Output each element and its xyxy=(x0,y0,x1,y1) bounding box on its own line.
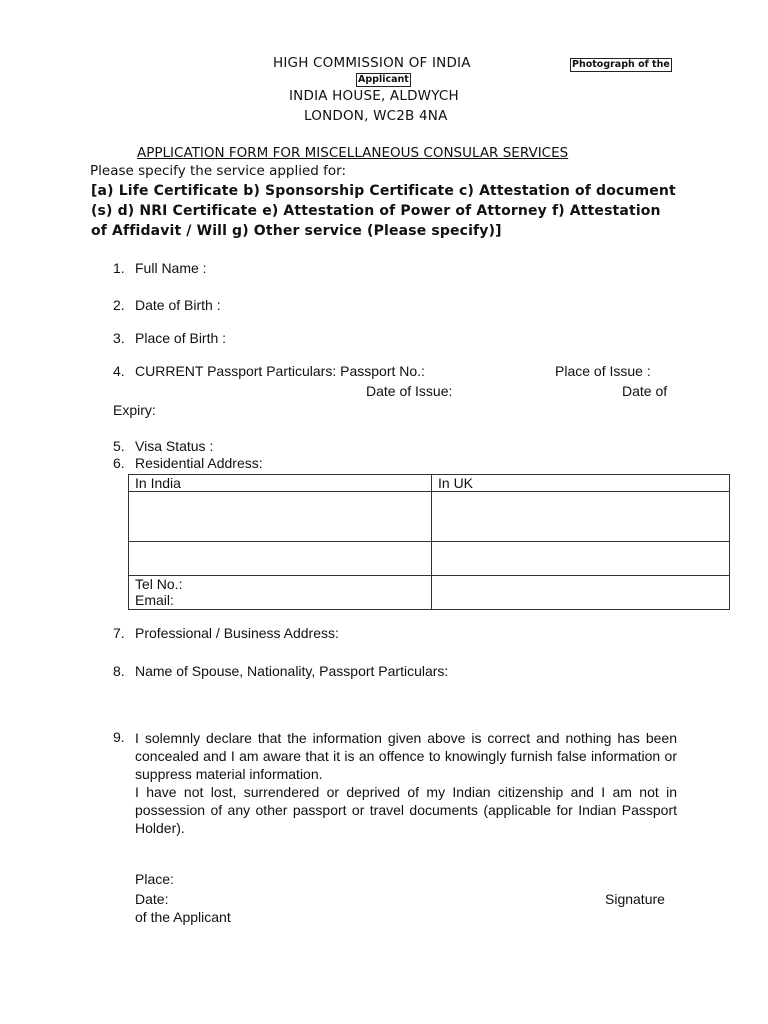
item-number-7: 7. xyxy=(113,625,125,641)
item-number-2: 2. xyxy=(113,297,125,313)
services-line-2: (s) d) NRI Certificate e) Attestation of Power of Attorney f) Attestation xyxy=(91,203,661,219)
form-intro: Please specify the service applied for: xyxy=(90,163,347,179)
item-number-5: 5. xyxy=(113,438,125,454)
date-label: Date: xyxy=(135,891,169,907)
item-number-3: 3. xyxy=(113,330,125,346)
visa-status-label: Visa Status : xyxy=(135,438,214,454)
signature-label: Signature xyxy=(605,891,665,907)
passport-label: CURRENT Passport Particulars: Passport No.: xyxy=(135,363,425,379)
full-name-label: Full Name : xyxy=(135,260,207,276)
address-line-1: INDIA HOUSE, ALDWYCH xyxy=(289,88,459,104)
photo-label-box-2: Applicant xyxy=(358,74,409,85)
uk-address-cell[interactable] xyxy=(432,492,730,542)
expiry-label: Expiry: xyxy=(113,402,156,418)
date-of-expiry-label: Date of xyxy=(622,383,668,399)
address-line-2: LONDON, WC2B 4NA xyxy=(304,108,448,124)
org-title: HIGH COMMISSION OF INDIA xyxy=(273,55,471,71)
services-line-3: of Affidavit / Will g) Other service (Please specify)] xyxy=(91,223,502,239)
item-number-1: 1. xyxy=(113,260,125,276)
col-header-uk: In UK xyxy=(432,475,730,492)
email-label: Email: xyxy=(135,592,174,608)
date-of-issue-label: Date of Issue: xyxy=(366,383,453,399)
place-label: Place: xyxy=(135,871,174,887)
item-number-4: 4. xyxy=(113,363,125,379)
declaration-para-1: I solemnly declare that the information given above is correct and nothing has been concealed and I am aware that it is an offence to knowingly furnish false information or suppress material information. xyxy=(135,730,677,782)
form-title: APPLICATION FORM FOR MISCELLANEOUS CONSULAR SERVICES xyxy=(137,145,569,161)
services-line-1: [a) Life Certificate b) Sponsorship Certificate c) Attestation of document xyxy=(91,183,676,199)
of-applicant-label: of the Applicant xyxy=(135,909,231,925)
dob-label: Date of Birth : xyxy=(135,297,221,313)
professional-address-label: Professional / Business Address: xyxy=(135,625,339,641)
declaration xyxy=(135,729,677,837)
item-number-6: 6. xyxy=(113,455,125,471)
contact-cell[interactable] xyxy=(129,576,432,610)
declaration-para-2: I have not lost, surrendered or deprived of my Indian citizenship and I am not in possession of any other passport or travel documents (applicable for Indian Passport Holder). xyxy=(135,784,677,836)
item-number-9: 9. xyxy=(113,729,125,745)
uk-contact-cell[interactable] xyxy=(432,576,730,610)
col-header-india: In India xyxy=(129,475,432,492)
pob-label: Place of Birth : xyxy=(135,330,227,346)
uk-address-cell-2[interactable] xyxy=(432,542,730,576)
photo-label-box: Photograph of the xyxy=(572,59,670,70)
spouse-label: Name of Spouse, Nationality, Passport Particulars: xyxy=(135,663,449,679)
residential-address-label: Residential Address: xyxy=(135,455,263,471)
tel-label: Tel No.: xyxy=(135,576,183,592)
item-number-8: 8. xyxy=(113,663,125,679)
india-address-cell-2[interactable] xyxy=(129,542,432,576)
india-address-cell[interactable] xyxy=(129,492,432,542)
place-of-issue-label: Place of Issue : xyxy=(555,363,651,379)
residential-address-table xyxy=(128,474,730,610)
